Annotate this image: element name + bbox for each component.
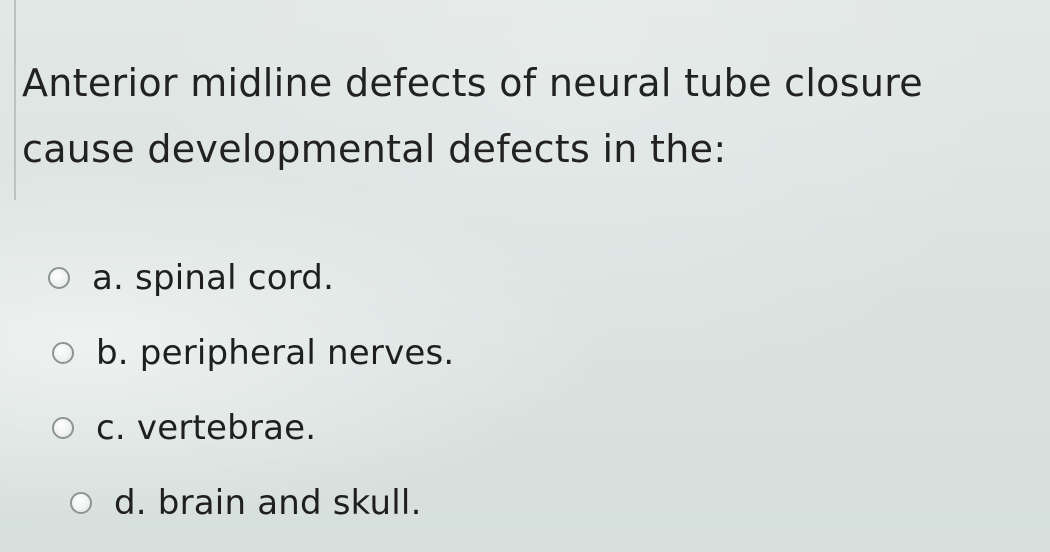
option-c[interactable]: [52, 390, 454, 465]
option-a-label[interactable]: a. spinal cord.: [92, 257, 335, 298]
radio-a[interactable]: [48, 267, 70, 289]
left-border: [14, 0, 16, 200]
option-b[interactable]: [52, 315, 454, 390]
option-d[interactable]: [70, 465, 454, 540]
option-b-label[interactable]: b. peripheral nerves.: [96, 332, 455, 373]
radio-d[interactable]: [70, 492, 92, 514]
option-a[interactable]: [48, 240, 454, 315]
question-text: Anterior midline defects of neural tube closure cause developmental defects in the:: [22, 61, 923, 171]
option-c-label[interactable]: c. vertebrae.: [96, 407, 317, 448]
radio-b[interactable]: [52, 342, 74, 364]
answer-options: [48, 240, 454, 540]
option-d-label[interactable]: d. brain and skull.: [114, 482, 422, 523]
radio-c[interactable]: [52, 417, 74, 439]
